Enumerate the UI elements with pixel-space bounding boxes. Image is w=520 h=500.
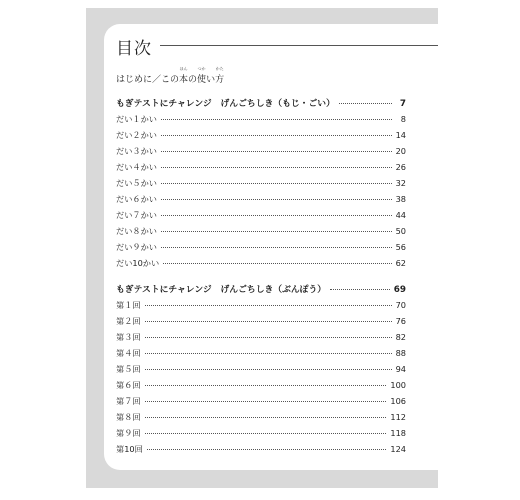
toc-item-label: だい５かい bbox=[116, 178, 157, 188]
toc-item-page: 32 bbox=[395, 178, 406, 188]
dot-leader bbox=[161, 199, 392, 200]
dot-leader bbox=[145, 305, 392, 306]
dot-leader bbox=[161, 135, 392, 136]
toc-item[interactable] bbox=[116, 364, 406, 380]
ruby-kata-reading: かた bbox=[215, 66, 224, 71]
toc-item-page: 70 bbox=[395, 300, 406, 310]
toc-item[interactable] bbox=[116, 332, 406, 348]
dot-leader bbox=[161, 119, 392, 120]
toc-item-page: 124 bbox=[390, 444, 406, 454]
toc-item[interactable] bbox=[116, 178, 406, 194]
dot-leader bbox=[145, 321, 392, 322]
ruby-kata bbox=[215, 66, 225, 85]
toc-item[interactable] bbox=[116, 242, 406, 258]
toc-item-page: 100 bbox=[390, 380, 406, 390]
toc-item[interactable] bbox=[116, 380, 406, 396]
ruby-hon-base: 本 bbox=[179, 75, 189, 85]
toc-item[interactable] bbox=[116, 316, 406, 332]
ruby-tsuka-base: 使 bbox=[197, 75, 207, 85]
dot-leader bbox=[161, 247, 392, 248]
dot-leader bbox=[145, 337, 392, 338]
toc-item-page: 20 bbox=[395, 146, 406, 156]
intro-prefix: はじめに／この bbox=[116, 75, 180, 85]
title-row bbox=[116, 34, 438, 59]
toc-item[interactable] bbox=[116, 428, 406, 444]
toc-item-page: 14 bbox=[395, 130, 406, 140]
dot-leader bbox=[161, 167, 392, 168]
toc-item-page: 118 bbox=[390, 428, 406, 438]
toc-item-page: 56 bbox=[395, 242, 406, 252]
toc-item-label: 第７回 bbox=[116, 396, 141, 406]
ruby-kata-base: 方 bbox=[215, 75, 225, 85]
toc-item[interactable] bbox=[116, 146, 406, 162]
dot-leader bbox=[145, 369, 392, 370]
toc-section-moji-goi bbox=[116, 96, 406, 274]
toc-item-label: だい９かい bbox=[116, 242, 157, 252]
dot-leader bbox=[147, 449, 387, 450]
toc-item[interactable] bbox=[116, 114, 406, 130]
toc-item-label: だい10かい bbox=[116, 258, 160, 268]
dot-leader bbox=[330, 289, 390, 290]
dot-leader bbox=[145, 385, 387, 386]
toc-item[interactable] bbox=[116, 194, 406, 210]
toc-section-heading[interactable] bbox=[116, 96, 406, 114]
dot-leader bbox=[161, 231, 392, 232]
toc-item-label: だい１かい bbox=[116, 114, 157, 124]
toc-item-label: 第８回 bbox=[116, 412, 141, 422]
intro-no: の bbox=[188, 75, 198, 85]
toc-item-page: 82 bbox=[395, 332, 406, 342]
ruby-hon-reading: ほん bbox=[179, 66, 188, 71]
toc-item-label: 第１回 bbox=[116, 300, 141, 310]
toc-item-list bbox=[116, 114, 406, 274]
dot-leader bbox=[339, 103, 392, 104]
toc-item-page: 88 bbox=[395, 348, 406, 358]
ruby-tsuka-reading: つか bbox=[197, 66, 206, 71]
title-rule bbox=[160, 45, 438, 46]
toc-item[interactable] bbox=[116, 444, 406, 460]
dot-leader bbox=[145, 401, 387, 402]
toc-item-label: 第６回 bbox=[116, 380, 141, 390]
toc-item-page: 26 bbox=[395, 162, 406, 172]
dot-leader bbox=[145, 417, 387, 418]
toc-item-page: 94 bbox=[395, 364, 406, 374]
toc-item-label: だい６かい bbox=[116, 194, 157, 204]
page-title: 目次 bbox=[116, 39, 152, 59]
toc-section-heading[interactable] bbox=[116, 282, 406, 300]
section-heading-label: もぎテストにチャレンジ げんごちしき（もじ・ごい） bbox=[116, 99, 335, 109]
toc-item-page: 112 bbox=[390, 412, 406, 422]
toc-item-label: 第２回 bbox=[116, 316, 141, 326]
toc-item[interactable] bbox=[116, 210, 406, 226]
dot-leader bbox=[161, 183, 392, 184]
toc-item-label: だい８かい bbox=[116, 226, 157, 236]
section-heading-page: 69 bbox=[393, 285, 406, 295]
toc-item-page: 38 bbox=[395, 194, 406, 204]
toc-section-bunpou bbox=[116, 282, 406, 460]
toc-item[interactable] bbox=[116, 130, 406, 146]
toc-item-label: 第３回 bbox=[116, 332, 141, 342]
dot-leader bbox=[161, 151, 392, 152]
intro-i: い bbox=[206, 75, 216, 85]
toc-item-label: だい４かい bbox=[116, 162, 157, 172]
dot-leader bbox=[145, 433, 387, 434]
dot-leader bbox=[145, 353, 392, 354]
toc-item-label: だい３かい bbox=[116, 146, 157, 156]
toc-item-label: だい２かい bbox=[116, 130, 157, 140]
toc-item-page: 62 bbox=[395, 258, 406, 268]
toc-item[interactable] bbox=[116, 396, 406, 412]
dot-leader bbox=[161, 215, 392, 216]
toc-item-list bbox=[116, 300, 406, 460]
ruby-tsuka bbox=[197, 66, 207, 85]
toc-item-page: 76 bbox=[395, 316, 406, 326]
toc-item-label: 第５回 bbox=[116, 364, 141, 374]
section-heading-page: 7 bbox=[399, 99, 406, 109]
toc-item-label: だい７かい bbox=[116, 210, 157, 220]
toc-item-page: 106 bbox=[390, 396, 406, 406]
toc-item-page: 8 bbox=[400, 114, 406, 124]
toc-item-page: 44 bbox=[395, 210, 406, 220]
toc-item-label: 第10回 bbox=[116, 444, 143, 454]
toc-item[interactable] bbox=[116, 300, 406, 316]
toc-item-page: 50 bbox=[395, 226, 406, 236]
toc-item[interactable] bbox=[116, 412, 406, 428]
intro-line[interactable] bbox=[116, 66, 225, 85]
toc-item[interactable] bbox=[116, 258, 406, 274]
toc-item[interactable] bbox=[116, 348, 406, 364]
ruby-hon bbox=[179, 66, 189, 85]
section-heading-label: もぎテストにチャレンジ げんごちしき（ぶんぽう） bbox=[116, 285, 327, 295]
dot-leader bbox=[163, 263, 391, 264]
toc-item-label: 第９回 bbox=[116, 428, 141, 438]
toc-item[interactable] bbox=[116, 226, 406, 242]
toc-item[interactable] bbox=[116, 162, 406, 178]
toc-item-label: 第４回 bbox=[116, 348, 141, 358]
